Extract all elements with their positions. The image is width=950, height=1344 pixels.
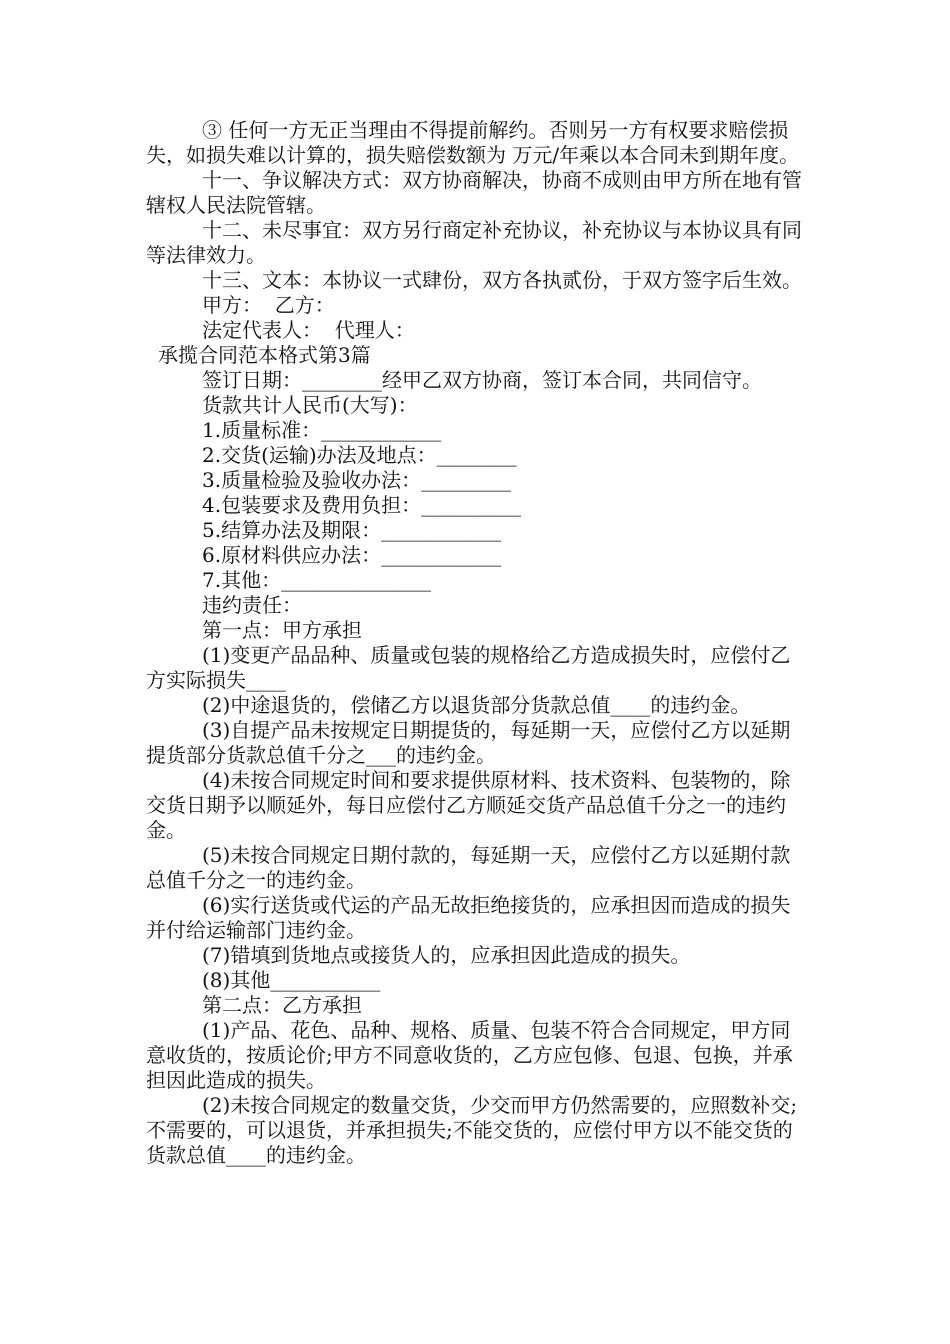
paragraph: 第一点：甲方承担: [202, 618, 362, 642]
document-body: [146, 118, 810, 1168]
paragraph: (8)其他___________: [202, 968, 381, 992]
paragraph: 签订日期：________经甲乙双方协商，签订本合同，共同信守。: [202, 368, 762, 392]
paragraph: (5)未按合同规定日期付款的，每延期一天，应偿付乙方以延期付款总值千分之一的违约金。: [146, 843, 791, 892]
paragraph: 甲方： 乙方：: [202, 293, 335, 317]
paragraph: (1)产品、花色、品种、规格、质量、包装不符合合同规定，甲方同意收货的，按质论价;甲方不同意收货的，乙方应包修、包退、包换，并承担因此造成的损失。: [146, 1018, 793, 1092]
paragraph: (6)实行送货或代运的产品无故拒绝接货的，应承担因而造成的损失并付给运输部门违约金。: [146, 893, 791, 942]
paragraph: 违约责任：: [202, 593, 302, 617]
paragraph: 货款共计人民币(大写)：: [202, 393, 418, 417]
paragraph: 2.交货(运输)办法及地点：________: [202, 443, 517, 467]
paragraph: (4)未按合同规定时间和要求提供原材料、技术资料、包装物的，除交货日期予以顺延外，每日应偿付乙方顺延交货产品总值千分之一的违约金。: [146, 768, 791, 842]
paragraph: 法定代表人： 代理人：: [202, 318, 415, 342]
section-heading: 承揽合同范本格式第3篇: [158, 343, 371, 367]
paragraph: 十一、争议解决方式：双方协商解决，协商不成则由甲方所在地有管辖权人民法院管辖。: [146, 168, 802, 217]
paragraph: (2)未按合同规定的数量交货，少交而甲方仍然需要的，应照数补交;不需要的，可以退货，并承担损失;不能交货的，应偿付甲方以不能交货的货款总值____的违约金。: [146, 1093, 798, 1167]
paragraph: ③ 任何一方无正当理由不得提前解约。否则另一方有权要求赔偿损失，如损失难以计算的，损失赔偿数额为 万元/年乘以本合同未到期年度。: [146, 118, 800, 167]
paragraph: 5.结算办法及期限：____________: [202, 518, 502, 542]
paragraph: 7.其他：_______________: [202, 568, 432, 592]
paragraph: (7)错填到货地点或接货人的，应承担因此造成的损失。: [202, 943, 691, 967]
paragraph: (3)自提产品未按规定日期提货的，每延期一天，应偿付乙方以延期提货部分货款总值千分之___的违约金。: [146, 718, 791, 767]
paragraph: 第二点：乙方承担: [202, 993, 362, 1017]
paragraph: 4.包装要求及费用负担：__________: [202, 493, 522, 517]
paragraph: 3.质量检验及验收办法：_________: [202, 468, 512, 492]
paragraph: 十二、未尽事宜：双方另行商定补充协议，补充协议与本协议具有同等法律效力。: [146, 218, 802, 267]
paragraph: 十三、文本：本协议一式肆份，双方各执贰份，于双方签字后生效。: [202, 268, 802, 292]
paragraph: 6.原材料供应办法：____________: [202, 543, 502, 567]
paragraph: (1)变更产品品种、质量或包装的规格给乙方造成损失时，应偿付乙方实际损失____: [146, 643, 791, 692]
paragraph: 1.质量标准：____________: [202, 418, 442, 442]
paragraph: (2)中途退货的，偿储乙方以退货部分货款总值____的违约金。: [202, 693, 751, 717]
